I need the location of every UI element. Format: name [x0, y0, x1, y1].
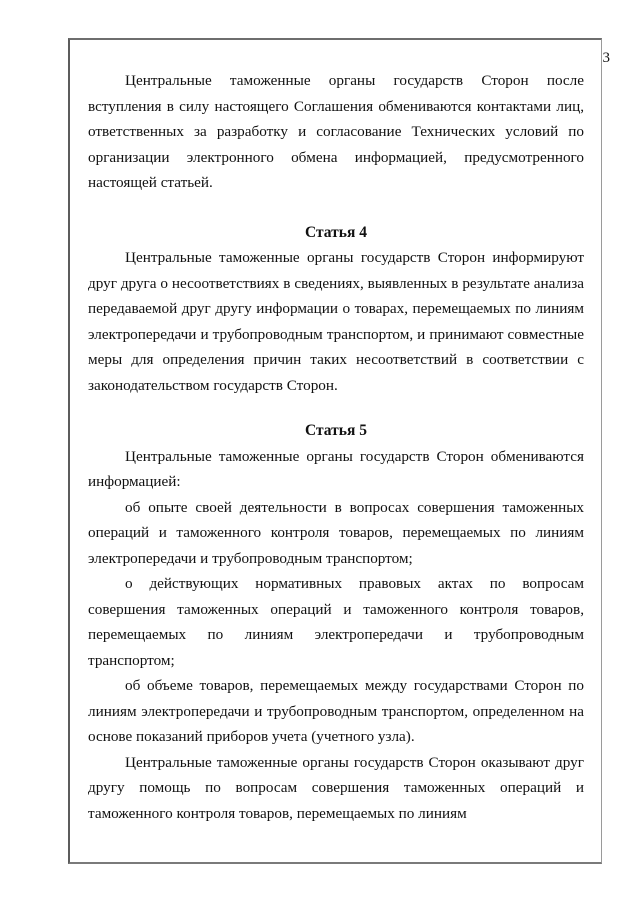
paragraph-experience: об опыте своей деятельности в вопросах совершения таможенных операций и таможенного контроля товаров, перемещаемых по линиям электропередачи и трубопроводным транспортом; [88, 498, 584, 567]
article-5-heading: Статья 5 [305, 422, 367, 439]
page-number: 3 [602, 50, 610, 66]
paragraph-assistance: Центральные таможенные органы государств Сторон оказывают друг другу помощь по вопросам совершения таможенных операций и таможенного контроля товаров, перемещаемых по линиям [88, 753, 584, 822]
paragraph-legal-acts: о действующих нормативных правовых актах по вопросам совершения таможенных операций и таможенного контроля товаров, перемещаемых по линиям электропередачи и трубопроводным транспортом; [88, 575, 584, 669]
paragraph-article-4: Центральные таможенные органы государств Сторон информируют друг друга о несоответствиях в сведениях, выявленных в результате анализа передаваемой друг другу информации о товарах, перемещаемых по линиям электропередачи и трубопроводным транспортом, и принимают совместные меры для определения причин таких несоответствий в соответствии с законодательством государств Сторон. [88, 249, 584, 394]
article-4-heading: Статья 4 [305, 223, 367, 241]
document-body [88, 68, 584, 826]
paragraph-contacts: Центральные таможенные органы государств Сторон после вступления в силу настоящего Соглашения обмениваются контактами лиц, ответственных за разработку и согласование Технических условий по организации электронного обмена информацией, предусмотренного настоящей статьей. [88, 72, 584, 191]
paragraph-article-5-intro: Центральные таможенные органы государств Сторон обмениваются информацией: [88, 447, 584, 490]
paragraph-volume: об объеме товаров, перемещаемых между государствами Сторон по линиям электропередачи и трубопроводным транспортом, определенном на основе показаний приборов учета (учетного узла). [88, 677, 584, 745]
